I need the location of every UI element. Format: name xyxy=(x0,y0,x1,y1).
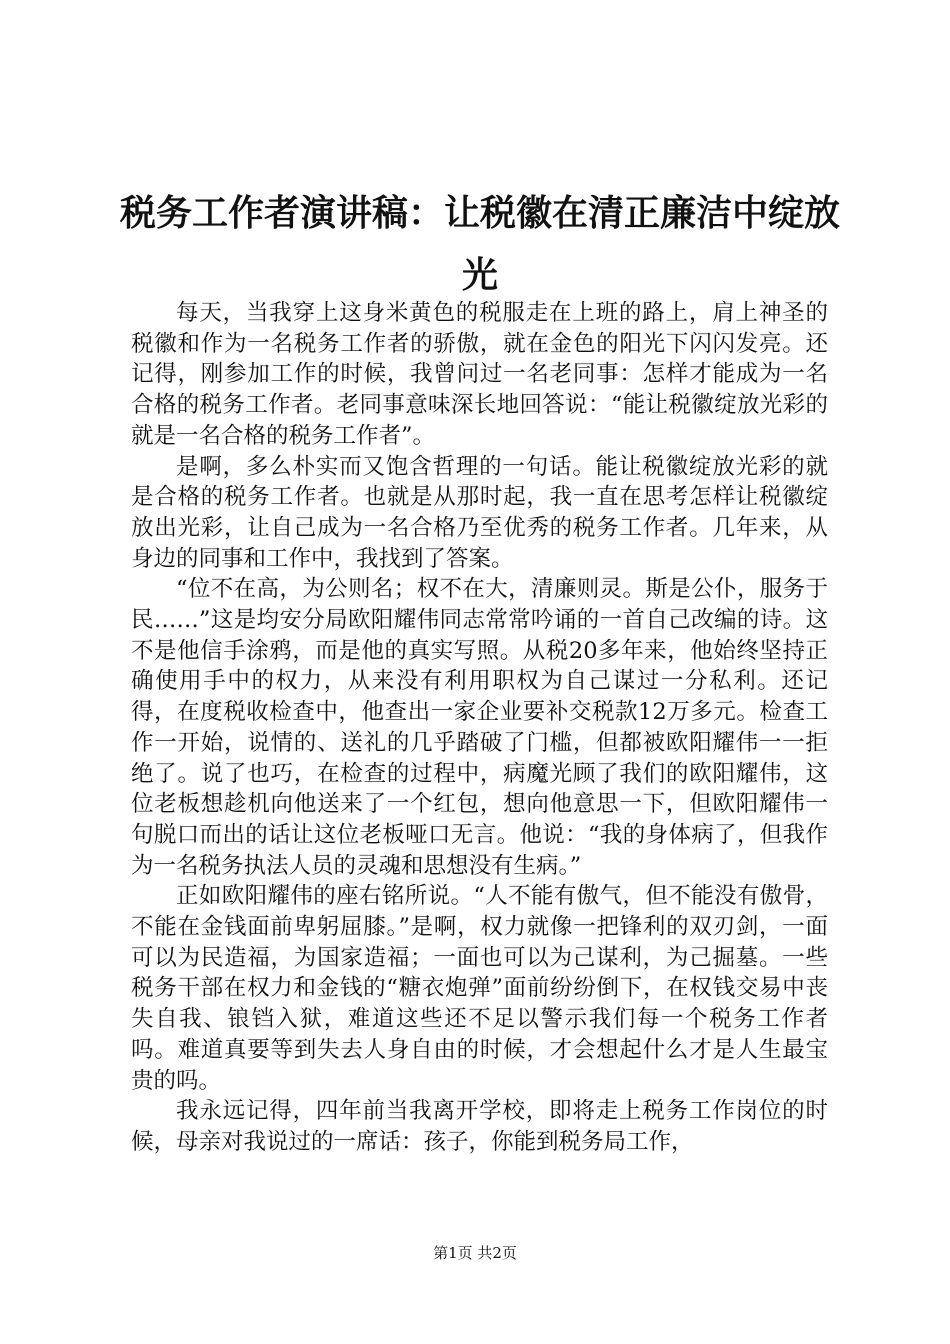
paragraph-4: 正如欧阳耀伟的座右铭所说。“人不能有傲气，但不能没有傲骨，不能在金钱面前卑躬屈膝。”是啊，权力就像一把锋利的双刃剑，一面可以为民造福，为国家造福；一面也可以为己谋利，为己掘墓。一些税务干部在权力和金钱的“糖衣炮弹”面前纷纷倒下，在权钱交易中丧失自我、锒铛入狱，难道这些还不足以警示我们每一个税务工作者吗。难道真要等到失去人身自由的时候，才会想起什么才是人生最宝贵的吗。 xyxy=(131,883,828,1094)
paragraph-2: 是啊，多么朴实而又饱含哲理的一句话。能让税徽绽放光彩的就是合格的税务工作者。也就是从那时起，我一直在思考怎样让税徽绽放出光彩，让自己成为一名合格乃至优秀的税务工作者。几年来，从身边的同事和工作中，我找到了答案。 xyxy=(131,453,828,572)
document-body xyxy=(131,298,828,1158)
document-title: 税务工作者演讲稿：让税徽在清正廉洁中绽放光 xyxy=(120,192,841,296)
paragraph-5: 我永远记得，四年前当我离开学校，即将走上税务工作岗位的时候，母亲对我说过的一席话：孩子，你能到税务局工作， xyxy=(131,1098,828,1155)
paragraph-1: 每天，当我穿上这身米黄色的税服走在上班的路上，肩上神圣的税徽和作为一名税务工作者的骄傲，就在金色的阳光下闪闪发亮。还记得，刚参加工作的时候，我曾问过一名老同事：怎样才能成为一名合格的税务工作者。老同事意味深长地回答说：“能让税徽绽放光彩的就是一名合格的税务工作者”。 xyxy=(131,300,828,449)
paragraph-3: “位不在高，为公则名；权不在大，清廉则灵。斯是公仆，服务于民……”这是均安分局欧阳耀伟同志常常吟诵的一首自己改编的诗。这不是他信手涂鸦，而是他的真实写照。从税20多年来，他始终坚持正确使用手中的权力，从来没有利用职权为自己谋过一分私利。还记得，在度税收检查中，他查出一家企业要补交税款12万多元。检查工作一开始，说情的、送礼的几乎踏破了门槛，但都被欧阳耀伟一一拒绝了。说了也巧，在检查的过程中，病魔光顾了我们的欧阳耀伟，这位老板想趁机向他送来了一个红包，想向他意思一下，但欧阳耀伟一句脱口而出的话让这位老板哑口无言。他说：“我的身体病了，但我作为一名税务执法人员的灵魂和思想没有生病。” xyxy=(131,576,828,879)
page-footer: 第1页 共2页 xyxy=(433,1244,517,1262)
